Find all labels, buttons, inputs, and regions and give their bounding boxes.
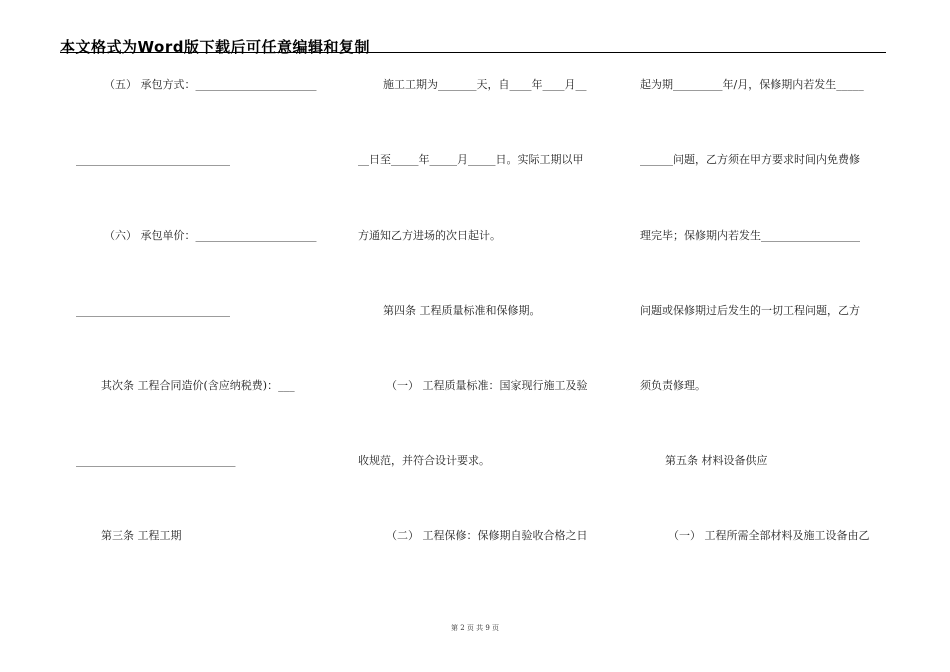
col2-line-3: 方通知乙方进场的次日起计。 — [358, 229, 501, 242]
col1-line-5: 其次条 工程合同造价(含应纳税费)：___ — [101, 379, 295, 392]
col1-line-2: ____________________________ — [76, 153, 230, 166]
col3-line-6: 第五条 材料设备供应 — [665, 454, 768, 467]
col3-line-1: 起为期_________年/月，保修期内若发生_____ — [640, 78, 864, 91]
col3-line-7: （一） 工程所需全部材料及施工设备由乙 — [668, 529, 870, 542]
col3-line-2: ______问题，乙方须在甲方要求时间内免费修 — [640, 153, 860, 166]
col1-line-6: _____________________________ — [76, 454, 236, 467]
col1-line-4: ____________________________ — [76, 304, 230, 317]
col1-line-7: 第三条 工程工期 — [101, 529, 182, 542]
col2-line-2: __日至_____年_____月_____日。实际工期以甲 — [358, 153, 584, 166]
col2-line-1: 施工工期为_______天，自____年____月__ — [383, 78, 587, 91]
col3-line-4: 问题或保修期过后发生的一切工程问题，乙方 — [640, 304, 860, 317]
header-divider — [60, 52, 886, 53]
col2-line-5: （一） 工程质量标准：国家现行施工及验 — [386, 379, 588, 392]
page-number-footer: 第 2 页 共 9 页 — [450, 624, 500, 632]
col1-line-3: （六） 承包单价：______________________ — [104, 229, 317, 242]
col3-line-5: 须负责修理。 — [640, 379, 706, 392]
page-header-title: 本文格式为Word版下载后可任意编辑和复制 — [60, 38, 370, 56]
col2-line-7: （二） 工程保修：保修期自验收合格之日 — [386, 529, 588, 542]
col1-line-1: （五） 承包方式：______________________ — [104, 78, 317, 91]
col3-line-3: 理完毕；保修期内若发生__________________ — [640, 229, 860, 242]
col2-line-6: 收规范，并符合设计要求。 — [358, 454, 490, 467]
col2-line-4: 第四条 工程质量标准和保修期。 — [383, 304, 541, 317]
